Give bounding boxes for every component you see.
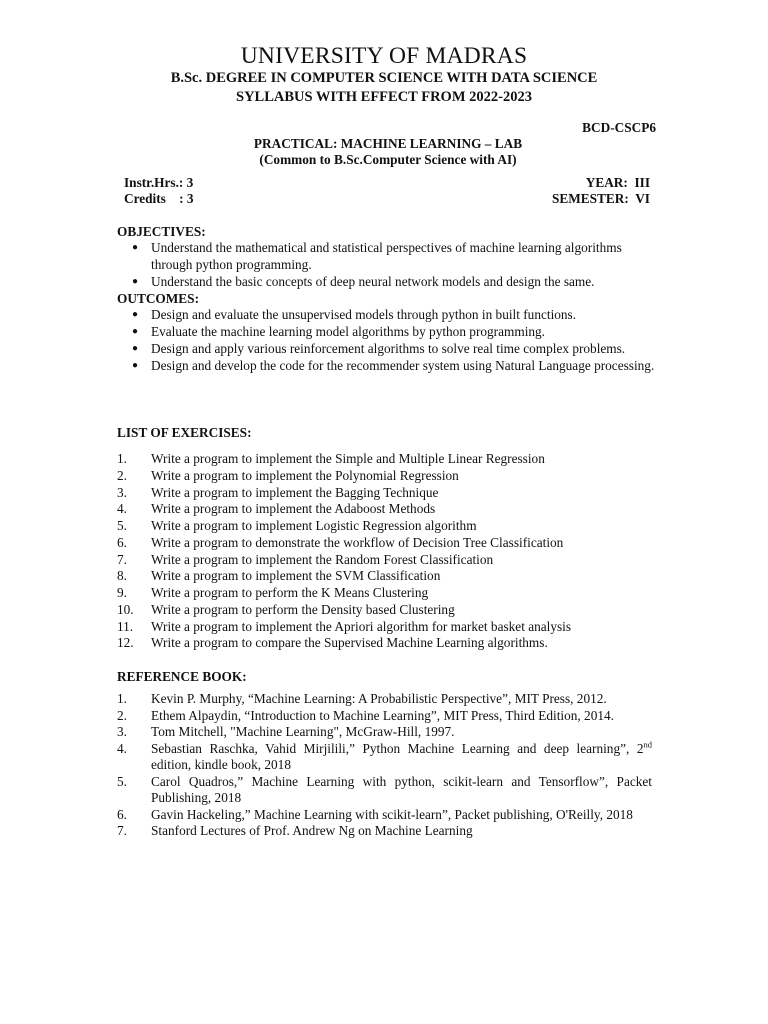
- item-text: Write a program to implement Logistic Regression algorithm: [151, 518, 477, 533]
- common-note: (Common to B.Sc.Computer Science with AI): [259, 152, 517, 167]
- item-number: 6.: [117, 534, 127, 550]
- item-number: 2.: [117, 707, 127, 723]
- item-text: Write a program to implement the Adaboost Methods: [151, 501, 436, 517]
- item-text: Write a program to perform the Density based Clustering: [151, 601, 455, 617]
- list-item: [117, 585, 657, 602]
- item-text: Write a program to implement the SVM Classification: [151, 568, 441, 584]
- item-text: [151, 741, 652, 774]
- course-title: PRACTICAL: MACHINE LEARNING – LAB: [253, 136, 523, 151]
- item-text: Kevin P. Murphy, “Machine Learning: A Probabilistic Perspective”, MIT Press, 2012.: [151, 691, 607, 706]
- outcomes-heading: OUTCOMES:: [117, 291, 200, 306]
- item-number: 2.: [117, 467, 127, 483]
- degree-title: B.Sc. DEGREE IN COMPUTER SCIENCE WITH DATA SCIENCE: [170, 70, 598, 86]
- item-number: 5.: [117, 773, 127, 789]
- semester: SEMESTER: VI: [551, 191, 650, 206]
- superscript: nd: [643, 739, 652, 750]
- item-text: Write a program to implement the Apriori algorithm for market basket analysis: [151, 618, 572, 634]
- credits: Credits : 3: [124, 191, 194, 206]
- list-item: ● Evaluate the machine learning model algorithms by python programming.: [131, 324, 661, 341]
- list-item: [117, 568, 657, 585]
- references-heading: REFERENCE BOOK:: [117, 669, 247, 684]
- list-item: [117, 619, 657, 636]
- item-text: Write a program to demonstrate the workflow of Decision Tree Classification: [151, 534, 564, 550]
- item-text: Gavin Hackeling,” Machine Learning with scikit-learn”, Packet publishing, O'Reilly, 2018: [151, 806, 633, 822]
- exercises-list: [117, 451, 657, 652]
- list-item: ● Design and apply various reinforcement algorithms to solve real time complex problems.: [131, 341, 661, 358]
- list-item: [117, 823, 652, 840]
- list-item: [117, 691, 652, 708]
- list-item: [117, 708, 652, 725]
- list-item: [117, 468, 657, 485]
- course-code: BCD-CSCP6: [582, 120, 656, 135]
- list-item: [117, 451, 657, 468]
- item-number: 10.: [117, 601, 134, 617]
- exercises-heading: LIST OF EXERCISES:: [117, 425, 252, 440]
- list-item: [117, 807, 652, 824]
- list-item: [117, 774, 652, 807]
- list-item: ● Understand the mathematical and statistical perspectives of machine learning algorithms through python programming.: [131, 240, 661, 273]
- item-number: 4.: [117, 501, 127, 517]
- item-text: Carol Quadros,” Machine Learning with python, scikit-learn and Tensorflow”, Packet Publishing, 2018: [151, 773, 652, 805]
- item-number: 3.: [117, 484, 127, 500]
- item-text: Write a program to implement the Random Forest Classification: [151, 551, 494, 567]
- university-title: UNIVERSITY OF MADRAS: [240, 43, 528, 69]
- list-item: [117, 635, 657, 652]
- list-item: [117, 602, 657, 619]
- list-item: [117, 501, 657, 518]
- item-text-part: Sebastian Raschka, Vahid Mirjilili,” Python Machine Learning and deep learning”, 2: [151, 740, 644, 756]
- item-text: Write a program to implement the Bagging Technique: [151, 484, 439, 500]
- list-item: ● Design and develop the code for the recommender system using Natural Language processing.: [131, 358, 661, 375]
- item-text: Ethem Alpaydin, “Introduction to Machine Learning”, MIT Press, Third Edition, 2014.: [151, 707, 614, 723]
- year: YEAR: III: [585, 175, 650, 190]
- instr-hours: Instr.Hrs.: 3: [124, 175, 194, 190]
- item-number: 12.: [117, 635, 134, 651]
- item-number: 11.: [117, 618, 134, 634]
- item-text: Write a program to compare the Supervised Machine Learning algorithms.: [151, 635, 548, 651]
- item-number: 3.: [117, 724, 127, 739]
- list-item: ● Design and evaluate the unsupervised models through python in built functions.: [131, 307, 661, 324]
- references-list: [117, 691, 652, 840]
- list-item: [117, 724, 652, 741]
- objectives-list: [131, 240, 661, 291]
- item-text: Stanford Lectures of Prof. Andrew Ng on Machine Learning: [151, 823, 473, 838]
- item-text: Tom Mitchell, "Machine Learning", McGraw-Hill, 1997.: [151, 724, 455, 739]
- syllabus-title: SYLLABUS WITH EFFECT FROM 2022-2023: [236, 89, 532, 105]
- item-number: 7.: [117, 551, 127, 567]
- item-number: 1.: [117, 691, 127, 706]
- list-item: [117, 535, 657, 552]
- list-item: [117, 518, 657, 535]
- item-number: 1.: [117, 451, 127, 466]
- item-text-part: edition, kindle book, 2018: [151, 757, 291, 772]
- list-item: [117, 552, 657, 569]
- item-number: 6.: [117, 806, 127, 822]
- item-number: 8.: [117, 568, 127, 584]
- list-item: ● Understand the basic concepts of deep neural network models and design the same.: [131, 274, 661, 291]
- list-item: [117, 741, 652, 774]
- item-number: 5.: [117, 518, 127, 533]
- item-text: Write a program to implement the Polynomial Regression: [151, 467, 459, 483]
- item-number: 4.: [117, 740, 127, 756]
- outcomes-list: [131, 307, 661, 375]
- item-text: Write a program to perform the K Means Clustering: [151, 585, 429, 600]
- list-item: [117, 485, 657, 502]
- item-number: 9.: [117, 585, 127, 600]
- item-number: 7.: [117, 823, 127, 838]
- item-text: Write a program to implement the Simple and Multiple Linear Regression: [151, 451, 545, 466]
- objectives-heading: OBJECTIVES:: [117, 224, 206, 239]
